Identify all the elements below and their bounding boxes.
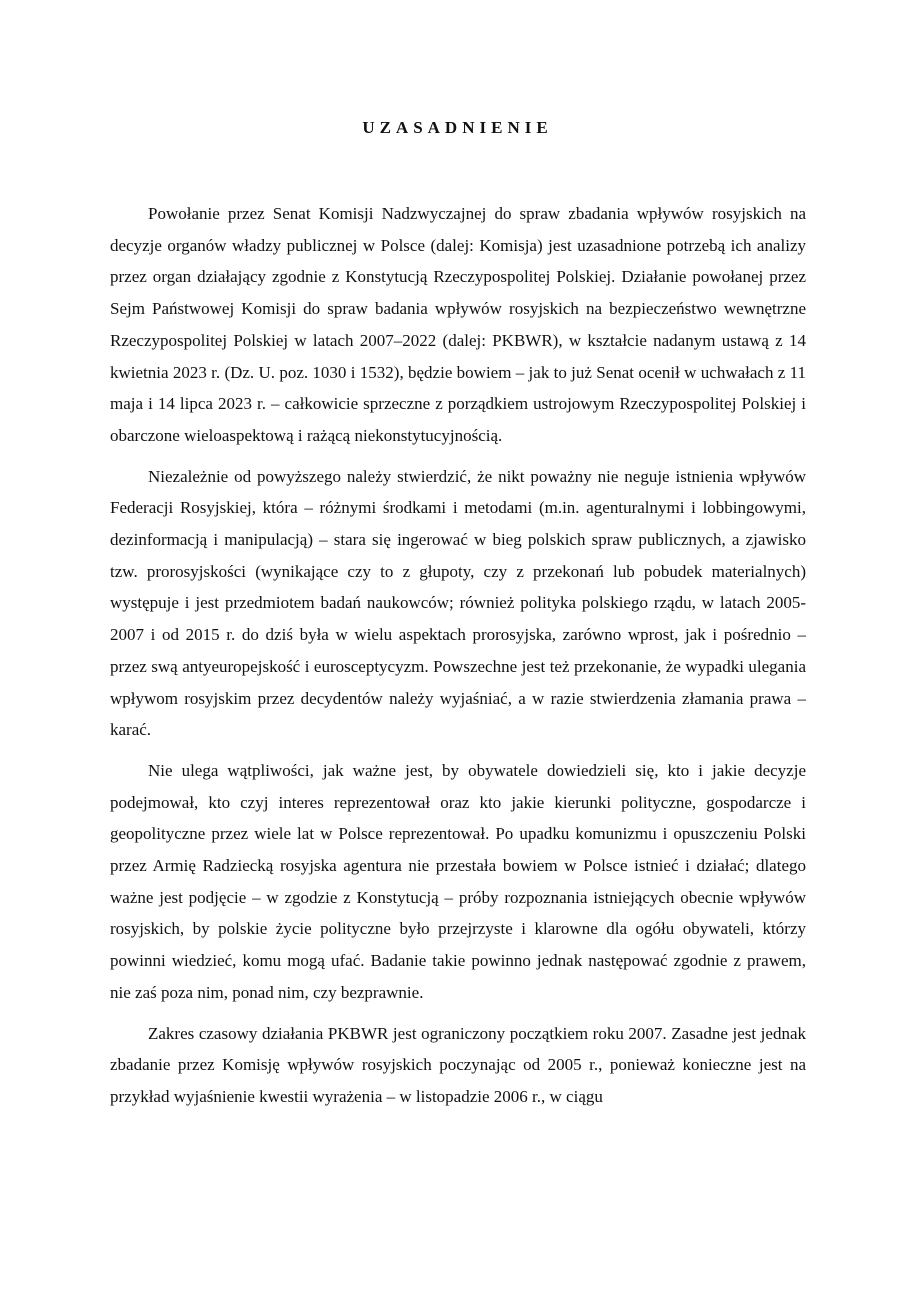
paragraph-3: Nie ulega wątpliwości, jak ważne jest, by obywatele dowiedzieli się, kto i jakie decyzje podejmował, kto czyj interes reprezentował oraz kto jakie kierunki polityczne, gospodarcze i geopolityczne przez wiele lat w Polsce reprezentował. Po upadku komunizmu i opuszczeniu Polski przez Armię Radziecką rosyjska agentura nie przestała bowiem w Polsce istnieć i działać; dlatego ważne jest podjęcie – w zgodzie z Konstytucją – próby rozpoznania istniejących obecnie wpływów rosyjskich, by polskie życie polityczne było przejrzyste i klarowne dla ogółu obywateli, którzy powinni wiedzieć, komu mogą ufać. Badanie takie powinno jednak następować zgodnie z prawem, nie zaś poza nim, ponad nim, czy bezprawnie. bbox=[110, 760, 806, 1002]
paragraph-4: Zakres czasowy działania PKBWR jest ograniczony początkiem roku 2007. Zasadne jest jednak zbadanie przez Komisję wpływów rosyjskich poczynając od 2005 r., ponieważ konieczne jest na przykład wyjaśnienie kwestii wyrażenia – w listopadzie 2006 r., w ciągu bbox=[110, 1023, 806, 1106]
paragraph-2: Niezależnie od powyższego należy stwierdzić, że nikt poważny nie neguje istnienia wpływów Federacji Rosyjskiej, która – różnymi środkami i metodami (m.in. agenturalnymi i lobbingowymi, dezinformacją i manipulacją) – stara się ingerować w bieg polskich spraw publicznych, a zjawisko tzw. prorosyjskości (wynikające czy to z głupoty, czy z przekonań lub pobudek materialnych) występuje i jest przedmiotem badań naukowców; również polityka polskiego rządu, w latach 2005-2007 i od 2015 r. do dziś była w wielu aspektach prorosyjska, zarówno wprost, jak i pośrednio – przez swą antyeuropejskość i eurosceptycyzm. Powszechne jest też przekonanie, że wypadki ulegania wpływom rosyjskim przez decydentów należy wyjaśniać, a w razie stwierdzenia złamania prawa – karać. bbox=[110, 466, 806, 740]
paragraph-1: Powołanie przez Senat Komisji Nadzwyczajnej do spraw zbadania wpływów rosyjskich na decyzje organów władzy publicznej w Polsce (dalej: Komisja) jest uzasadnione potrzebą ich analizy przez organ działający zgodnie z Konstytucją Rzeczypospolitej Polskiej. Działanie powołanej przez Sejm Państwowej Komisji do spraw badania wpływów rosyjskich na bezpieczeństwo wewnętrzne Rzeczypospolitej Polskiej w latach 2007–2022 (dalej: PKBWR), w kształcie nadanym ustawą z 14 kwietnia 2023 r. (Dz. U. poz. 1030 i 1532), będzie bowiem – jak to już Senat ocenił w uchwałach z 11 maja i 14 lipca 2023 r. – całkowicie sprzeczne z porządkiem ustrojowym Rzeczypospolitej Polskiej i obarczone wieloaspektową i rażącą niekonstytucyjnością. bbox=[110, 204, 806, 445]
document-body bbox=[110, 198, 806, 1122]
document-title: UZASADNIENIE bbox=[362, 118, 553, 137]
